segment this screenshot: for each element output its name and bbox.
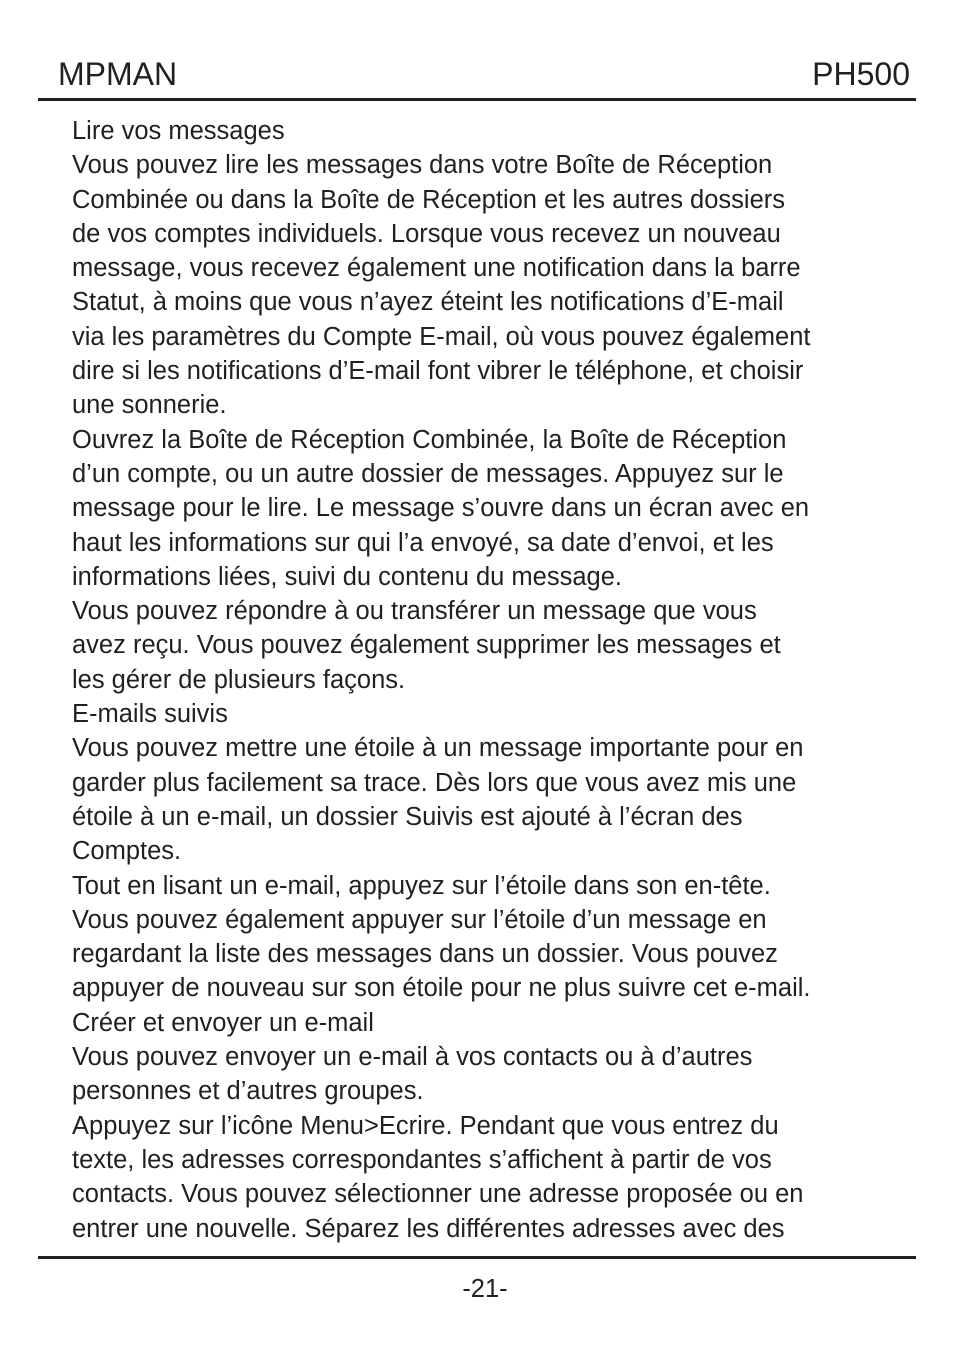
body-text bbox=[72, 114, 902, 1246]
page-header bbox=[38, 52, 916, 96]
text-line: dire si les notifications d’E-mail font vibrer le téléphone, et choisir bbox=[72, 357, 804, 386]
page-number: -21- bbox=[462, 1275, 508, 1303]
text-line: d’un compte, ou un autre dossier de messages. Appuyez sur le bbox=[72, 459, 784, 488]
text-line: appuyer de nouveau sur son étoile pour ne plus suivre cet e-mail. bbox=[72, 974, 811, 1003]
text-line: personnes et d’autres groupes. bbox=[72, 1077, 424, 1106]
text-line: texte, les adresses correspondantes s’affichent à partir de vos bbox=[72, 1145, 772, 1174]
text-line: Appuyez sur l’icône Menu>Ecrire. Pendant que vous entrez du bbox=[72, 1111, 779, 1140]
text-line: via les paramètres du Compte E-mail, où vous pouvez également bbox=[72, 322, 811, 351]
text-line: Combinée ou dans la Boîte de Réception et les autres dossiers bbox=[72, 185, 786, 214]
text-line: garder plus facilement sa trace. Dès lors que vous avez mis une bbox=[72, 768, 797, 797]
text-line: message, vous recevez également une notification dans la barre bbox=[72, 254, 801, 283]
text-line: haut les informations sur qui l’a envoyé, sa date d’envoi, et les bbox=[72, 528, 774, 557]
text-line: avez reçu. Vous pouvez également supprimer les messages et bbox=[72, 631, 781, 660]
text-line: E-mails suivis bbox=[72, 700, 228, 729]
text-line: Lire vos messages bbox=[72, 117, 285, 145]
model-name: PH500 bbox=[812, 56, 910, 92]
text-line: les gérer de plusieurs façons. bbox=[72, 665, 406, 694]
text-line: message pour le lire. Le message s’ouvre dans un écran avec en bbox=[72, 494, 810, 523]
text-line: Vous pouvez répondre à ou transférer un message que vous bbox=[72, 597, 757, 626]
footer-divider bbox=[38, 1256, 916, 1259]
text-line: Vous pouvez également appuyer sur l’étoile d’un message en bbox=[72, 905, 767, 934]
text-line: entrer une nouvelle. Séparez les différentes adresses avec des bbox=[72, 1214, 785, 1243]
text-line: Vous pouvez envoyer un e-mail à vos contacts ou à d’autres bbox=[72, 1043, 753, 1072]
text-line: étoile à un e-mail, un dossier Suivis est ajouté à l’écran des bbox=[72, 802, 743, 831]
text-line: contacts. Vous pouvez sélectionner une adresse proposée ou en bbox=[72, 1180, 804, 1209]
text-line: Statut, à moins que vous n’ayez éteint les notifications d’E-mail bbox=[72, 288, 784, 317]
text-line: Créer et envoyer un e-mail bbox=[72, 1008, 374, 1037]
text-line: Vous pouvez mettre une étoile à un message importante pour en bbox=[72, 734, 804, 763]
text-line: Vous pouvez lire les messages dans votre Boîte de Réception bbox=[72, 151, 773, 180]
text-line: de vos comptes individuels. Lorsque vous recevez un nouveau bbox=[72, 219, 781, 248]
text-line: Tout en lisant un e-mail, appuyez sur l’étoile dans son en-tête. bbox=[72, 871, 771, 900]
text-line: Ouvrez la Boîte de Réception Combinée, la Boîte de Réception bbox=[72, 425, 787, 454]
header-divider bbox=[38, 98, 916, 101]
brand-name: MPMAN bbox=[58, 56, 178, 92]
text-line: regardant la liste des messages dans un dossier. Vous pouvez bbox=[72, 940, 778, 969]
text-line: une sonnerie. bbox=[72, 391, 227, 420]
text-line: informations liées, suivi du contenu du message. bbox=[72, 562, 622, 591]
text-line: Comptes. bbox=[72, 837, 182, 866]
